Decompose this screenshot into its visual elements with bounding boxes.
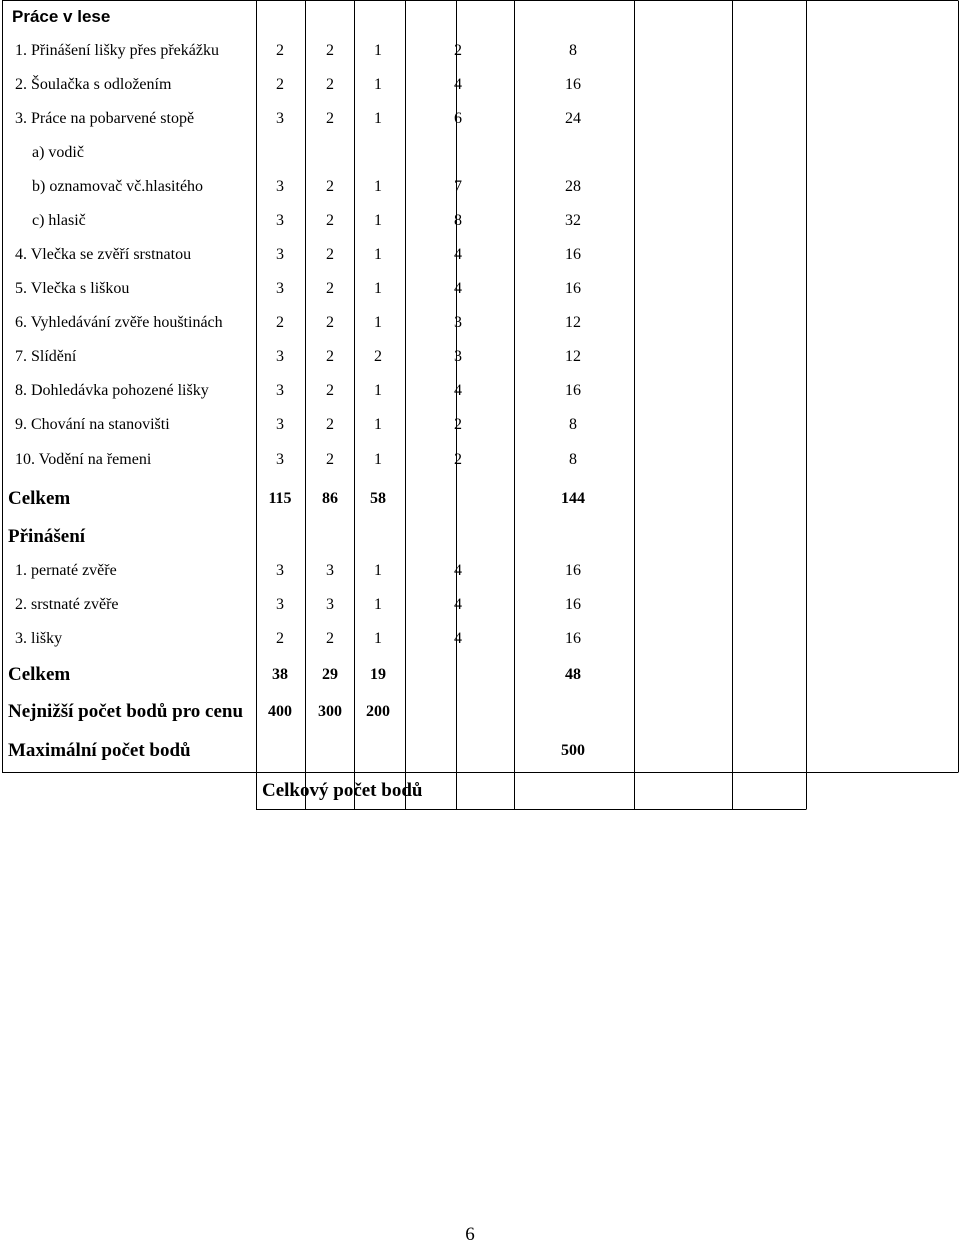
score-value: 2: [326, 110, 334, 127]
score-value: 2: [326, 246, 334, 263]
score-value: 4: [454, 382, 462, 399]
score-value: 2: [276, 42, 284, 59]
score-value: 1: [374, 246, 382, 263]
score-value: 2: [276, 314, 284, 331]
row-label: 2. Šoulačka s odložením: [15, 76, 172, 93]
score-value: 4: [454, 280, 462, 297]
row-label: Maximální počet bodů: [8, 740, 191, 761]
score-value: 1: [374, 42, 382, 59]
score-value: 16: [565, 280, 581, 297]
score-value: 2: [326, 450, 334, 468]
score-value: 1: [374, 450, 382, 468]
score-value: 1: [374, 178, 382, 195]
row-label: 3. lišky: [15, 630, 63, 647]
score-value: 16: [565, 246, 581, 263]
score-value: 2: [326, 630, 334, 647]
row-label: Práce v lese: [12, 7, 111, 26]
row-label: 1. pernaté zvěře: [15, 562, 117, 579]
score-value: 1: [374, 596, 382, 613]
score-value: 2: [326, 212, 334, 229]
score-value: 16: [565, 630, 581, 647]
score-value: 500: [561, 742, 585, 759]
score-value: 12: [565, 314, 581, 331]
score-value: 16: [565, 382, 581, 399]
score-value: 2: [276, 630, 284, 647]
row-label: 7. Slídění: [15, 348, 77, 365]
row-label: 3. Práce na pobarvené stopě: [15, 110, 195, 127]
row-label: 8. Dohledávka pohozené lišky: [15, 382, 209, 399]
score-value: 2: [326, 314, 334, 331]
score-value: 32: [565, 212, 581, 229]
score-value: 58: [370, 489, 386, 507]
score-value: 28: [565, 178, 581, 195]
row-label: Celkem: [8, 487, 71, 509]
score-value: 86: [322, 489, 338, 507]
row-label: b) oznamovač vč.hlasitého: [32, 178, 204, 195]
score-value: 7: [454, 178, 462, 195]
score-value: 3: [276, 450, 284, 468]
score-value: 16: [565, 596, 581, 613]
score-value: 1: [374, 110, 382, 127]
score-value: 115: [268, 489, 292, 507]
score-value: 1: [374, 76, 382, 93]
score-value: 1: [374, 630, 382, 647]
score-value: 6: [454, 110, 462, 127]
score-value: 3: [276, 416, 284, 433]
score-value: 16: [565, 562, 581, 579]
score-value: 8: [569, 42, 577, 59]
score-value: 1: [374, 314, 382, 331]
score-value: 2: [276, 76, 284, 93]
page-number: 6: [465, 1224, 475, 1245]
score-value: 3: [276, 562, 284, 579]
row-label: a) vodič: [32, 144, 84, 161]
score-value: 300: [318, 702, 342, 720]
row-label: 9. Chování na stanovišti: [15, 416, 170, 433]
score-value: 2: [326, 382, 334, 399]
score-value: 4: [454, 596, 462, 613]
score-value: 3: [454, 348, 462, 365]
score-value: 4: [454, 76, 462, 93]
score-value: 2: [326, 42, 334, 59]
row-label: Nejnižší počet bodů pro cenu: [8, 700, 244, 722]
score-value: 1: [374, 562, 382, 579]
score-value: 1: [374, 382, 382, 399]
score-value: 200: [366, 702, 390, 720]
score-value: 4: [454, 630, 462, 647]
row-label: c) hlasič: [32, 212, 86, 229]
score-value: 3: [276, 110, 284, 127]
score-value: 144: [561, 489, 585, 507]
score-value: 12: [565, 348, 581, 365]
row-label: 4. Vlečka se zvěří srstnatou: [15, 246, 192, 263]
score-value: 2: [374, 348, 382, 365]
score-value: 3: [276, 596, 284, 613]
score-value: 2: [326, 348, 334, 365]
score-value: 3: [276, 348, 284, 365]
score-value: 2: [454, 416, 462, 433]
score-value: 1: [374, 212, 382, 229]
score-value: 8: [569, 416, 577, 433]
row-label: 10. Vodění na řemeni: [15, 450, 152, 468]
score-value: 19: [370, 665, 386, 683]
row-label: 1. Přinášení lišky přes překážku: [15, 42, 219, 59]
row-label: Přinášení: [8, 526, 86, 547]
score-value: 3: [276, 382, 284, 399]
score-value: 38: [272, 665, 288, 683]
score-value: 2: [326, 280, 334, 297]
score-value: 3: [276, 280, 284, 297]
score-value: 2: [326, 178, 334, 195]
score-value: 24: [565, 110, 581, 127]
score-value: 1: [374, 280, 382, 297]
score-value: 3: [276, 246, 284, 263]
row-label: 6. Vyhledávání zvěře houštinách: [15, 314, 223, 331]
score-value: 3: [326, 596, 334, 613]
score-value: 3: [276, 212, 284, 229]
score-value: 48: [565, 665, 581, 683]
score-value: 4: [454, 246, 462, 263]
score-value: 2: [454, 450, 462, 468]
score-value: 29: [322, 665, 338, 683]
score-value: 8: [454, 212, 462, 229]
score-value: 8: [569, 450, 577, 468]
score-value: 3: [276, 178, 284, 195]
row-label: 5. Vlečka s liškou: [15, 280, 130, 297]
score-value: 1: [374, 416, 382, 433]
score-value: 2: [326, 76, 334, 93]
row-label: Celkem: [8, 663, 71, 685]
score-value: 400: [268, 702, 292, 720]
final-total-label: Celkový počet bodů: [262, 779, 423, 801]
score-value: 16: [565, 76, 581, 93]
score-value: 2: [454, 42, 462, 59]
score-value: 3: [326, 562, 334, 579]
row-label: 2. srstnaté zvěře: [15, 596, 119, 613]
score-value: 3: [454, 314, 462, 331]
score-value: 2: [326, 416, 334, 433]
score-value: 4: [454, 562, 462, 579]
